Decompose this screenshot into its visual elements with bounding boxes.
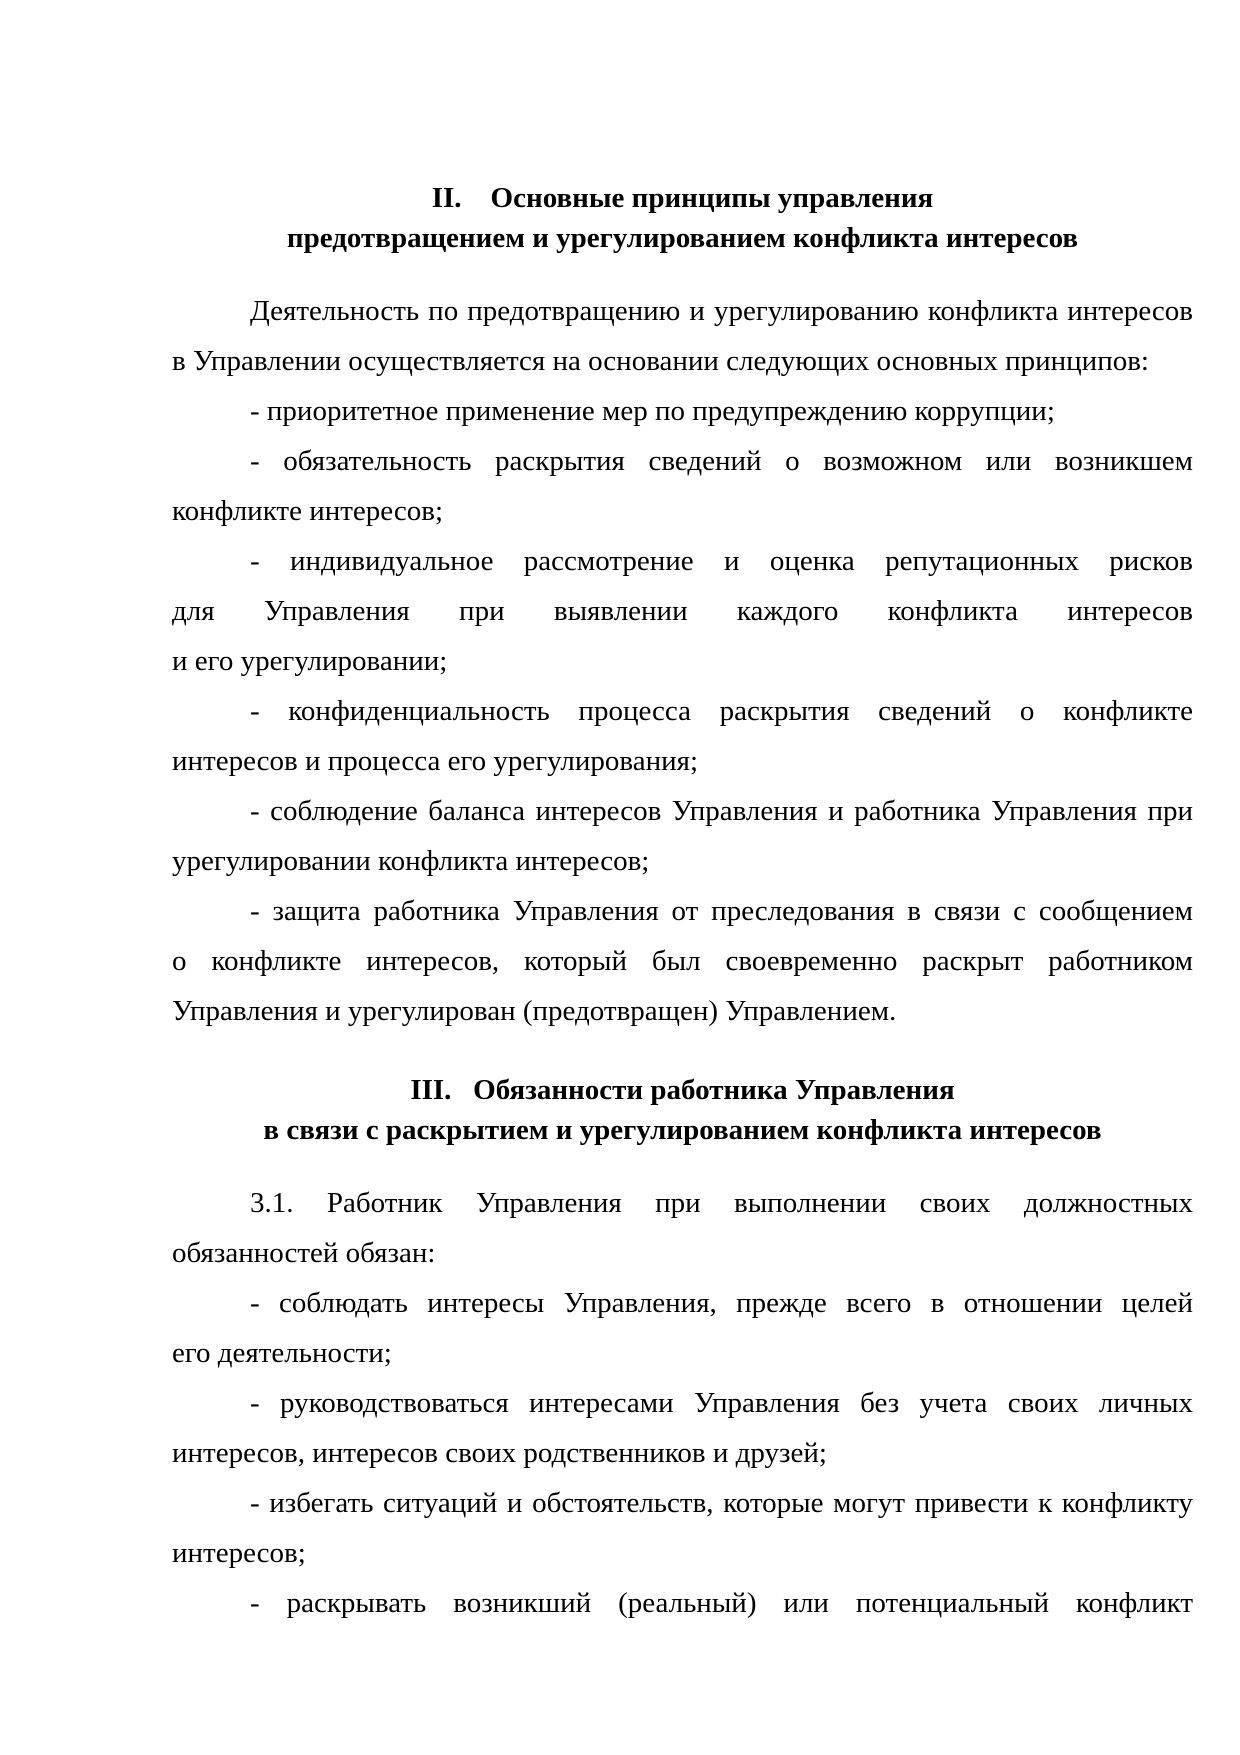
paragraph [172, 1278, 1193, 1378]
paragraph [172, 1378, 1193, 1478]
section-ii-heading [172, 178, 1193, 258]
paragraph [172, 1578, 1193, 1628]
text-line: Управления и урегулирован (предотвращен) Управлением. [172, 995, 897, 1027]
text-line: - соблюдение баланса интересов Управления и работника Управления при [250, 795, 1193, 827]
paragraph [172, 686, 1193, 786]
text-line: конфликте интересов; [172, 495, 443, 527]
text-line: - конфиденциальность процесса раскрытия сведений о конфликте [250, 695, 1193, 727]
text-line: интересов, интересов своих родственников и друзей; [172, 1437, 827, 1469]
section-iii-heading [172, 1070, 1193, 1150]
paragraph [172, 536, 1193, 686]
text-line: интересов; [172, 1537, 306, 1569]
text-line: - индивидуальное рассмотрение и оценка репутационных рисков [250, 545, 1193, 577]
text-line: в Управлении осуществляется на основании следующих основных принципов: [172, 345, 1149, 377]
text-line: о конфликте интересов, который был своевременно раскрыт работником [172, 945, 1193, 977]
section-ii-heading-line-1: II. Основные принципы управления [431, 182, 934, 214]
paragraph [172, 886, 1193, 1036]
paragraph [172, 1478, 1193, 1578]
text-line: обязанностей обязан: [172, 1237, 436, 1269]
paragraph [172, 286, 1193, 386]
paragraph [172, 436, 1193, 536]
text-line: - раскрывать возникший (реальный) или потенциальный конфликт [250, 1587, 1193, 1619]
text-line: - защита работника Управления от преследования в связи с сообщением [250, 895, 1193, 927]
text-line: интересов и процесса его урегулирования; [172, 745, 699, 777]
text-line: - руководствоваться интересами Управления без учета своих личных [250, 1387, 1193, 1419]
section-iii-heading-line-1: III. Обязанности работника Управления [410, 1074, 955, 1106]
text-line: - избегать ситуаций и обстоятельств, которые могут привести к конфликту [250, 1487, 1193, 1519]
text-line: и его урегулировании; [172, 645, 448, 677]
text-line: урегулировании конфликта интересов; [172, 845, 650, 877]
paragraph [172, 1178, 1193, 1278]
text-line: - обязательность раскрытия сведений о возможном или возникшем [250, 445, 1193, 477]
text-line: Деятельность по предотвращению и урегулированию конфликта интересов [250, 295, 1193, 327]
section-ii-heading-line-2: предотвращением и урегулированием конфликта интересов [286, 222, 1079, 254]
section-ii [172, 178, 1193, 1036]
text-line: для Управления при выявлении каждого конфликта интересов [172, 595, 1193, 627]
text-line: - приоритетное применение мер по предупреждению коррупции; [250, 395, 1055, 427]
text-line: его деятельности; [172, 1337, 392, 1369]
paragraph [172, 386, 1193, 436]
text-line: - соблюдать интересы Управления, прежде всего в отношении целей [250, 1287, 1193, 1319]
paragraph [172, 786, 1193, 886]
section-iii-heading-line-2: в связи с раскрытием и урегулированием конфликта интересов [263, 1114, 1102, 1146]
text-line: 3.1. Работник Управления при выполнении своих должностных [250, 1187, 1193, 1219]
section-iii [172, 1070, 1193, 1628]
